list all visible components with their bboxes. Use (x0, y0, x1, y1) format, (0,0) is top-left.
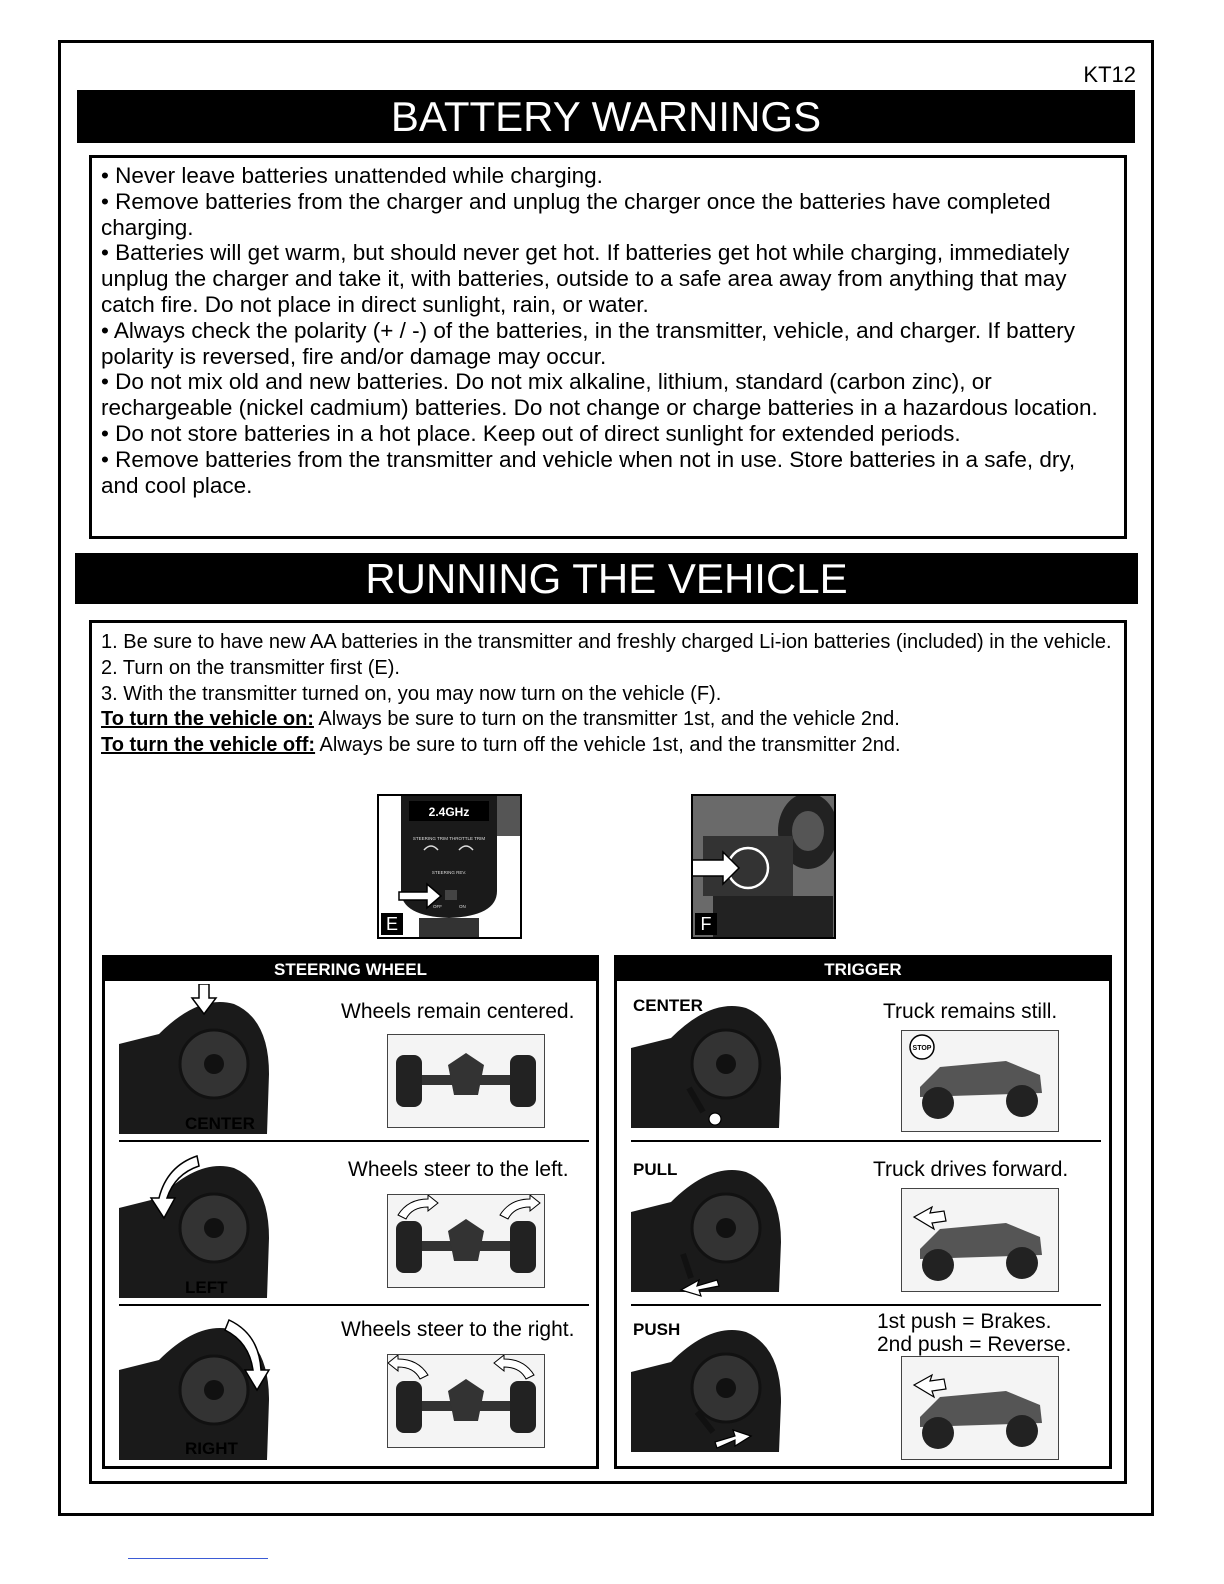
photo-tag-e: E (381, 913, 403, 935)
transmitter-wheel-icon (119, 1310, 279, 1460)
steering-rev-label: STEERING REV. (431, 870, 467, 875)
list-item: • Batteries will get warm, but should never get hot. If batteries get hot while charging, immediately unplug the charger and take it, with batteries, outside to a safe area away from anything that may catch fire. Do not place in direct sunlight, rain, or water. (101, 240, 1070, 317)
list-item: • Remove batteries from the transmitter and vehicle when not in use. Store batteries in a safe, dry, and cool place. (101, 446, 1076, 498)
switch-on-label: ON (459, 904, 466, 909)
reverse-arrow-icon (914, 1375, 946, 1397)
trigger-push-caption-1: 1st push = Brakes. (877, 1310, 1052, 1333)
trigger-center-caption: Truck remains still. (883, 1000, 1058, 1023)
truck-side-icon (902, 1031, 1058, 1131)
model-number: KT12 (1083, 62, 1136, 87)
trim-labels: STEERING TRIM THROTTLE TRIM (412, 836, 486, 841)
list-item: • Always check the polarity (+ / -) of the batteries, in the transmitter, vehicle, and charger. If battery polarity is reversed, fire and/or damage may occur. (101, 317, 1075, 369)
truck-front-photo-right (387, 1354, 545, 1448)
list-item: 3. With the transmitter turned on, you may now turn on the vehicle (F). (101, 682, 722, 705)
steering-left-label: LEFT (185, 1278, 228, 1297)
stop-sign-text: STOP (912, 1045, 932, 1052)
list-item (101, 733, 1116, 759)
trigger-pull-label: PULL (633, 1160, 678, 1179)
vehicle-switch-photo (691, 794, 836, 939)
steering-divider-2 (119, 1304, 589, 1306)
trigger-center-label: CENTER (633, 996, 703, 1015)
running-steps-list (101, 630, 1116, 759)
turn-on-text: Always be sure to turn on the transmitter 1st, and the vehicle 2nd. (313, 708, 900, 731)
steering-center-caption: Wheels remain centered. (341, 1000, 575, 1023)
list-item: • Remove batteries from the charger and unplug the charger once the batteries have completed charging. (101, 188, 1051, 240)
list-item: 1. Be sure to have new AA batteries in the transmitter and freshly charged Li-ion batteries (included) in the vehicle. (101, 631, 1112, 653)
truck-front-icon (388, 1035, 544, 1127)
list-item: • Do not store batteries in a hot place. Keep out of direct sunlight for extended periods. (101, 420, 961, 446)
battery-warnings-heading: BATTERY WARNINGS (77, 90, 1135, 143)
steering-wheel-panel (102, 955, 599, 1469)
battery-warnings-list (101, 163, 1111, 498)
truck-front-icon (388, 1195, 544, 1287)
transmitter-trigger-icon (631, 1152, 791, 1302)
photo-tag-f: F (695, 913, 717, 935)
truck-side-photo-pull (901, 1188, 1059, 1292)
steering-center-label: CENTER (185, 1114, 255, 1133)
list-item: • Never leave batteries unattended while charging. (101, 163, 603, 188)
transmitter-wheel-icon (119, 1148, 279, 1298)
steering-wheel-title: STEERING WHEEL (105, 958, 596, 981)
trigger-title: TRIGGER (617, 958, 1109, 981)
transmitter-trigger-icon (631, 988, 791, 1138)
trigger-push-caption-2: 2nd push = Reverse. (877, 1333, 1072, 1356)
transmitter-brand: 2.4GHz (428, 805, 470, 819)
transmitter-trigger-icon (631, 1312, 791, 1462)
list-item: • Do not mix old and new batteries. Do not mix alkaline, lithium, standard (carbon zinc), or rechargeable (nickel cadmium) batteries. Do not change or charge batteries in a hazardous location. (101, 369, 1098, 421)
trigger-divider-1 (631, 1140, 1101, 1142)
steering-left-caption: Wheels steer to the left. (348, 1158, 569, 1181)
trigger-push-label: PUSH (633, 1320, 681, 1339)
transmitter-photo (377, 794, 522, 939)
turn-off-text: Always be sure to turn off the vehicle 1st, and the transmitter 2nd. (315, 734, 901, 757)
truck-side-icon (902, 1357, 1058, 1459)
running-vehicle-heading: RUNNING THE VEHICLE (75, 553, 1138, 604)
truck-side-photo-center (901, 1030, 1059, 1132)
trigger-pull-caption: Truck drives forward. (873, 1158, 1069, 1181)
transmitter-wheel-icon (119, 984, 279, 1134)
trigger-divider-2 (631, 1304, 1101, 1306)
steering-right-label: RIGHT (185, 1439, 238, 1458)
truck-front-photo-center (387, 1034, 545, 1128)
forward-arrow-icon (914, 1207, 946, 1229)
truck-front-photo-left (387, 1194, 545, 1288)
list-item: 2. Turn on the transmitter first (E). (101, 656, 400, 679)
list-item (101, 707, 1116, 733)
turn-on-label: To turn the vehicle on: (101, 708, 314, 731)
trigger-panel (614, 955, 1112, 1469)
truck-side-icon (902, 1189, 1058, 1291)
truck-side-photo-push (901, 1356, 1059, 1460)
turn-off-label: To turn the vehicle off: (101, 734, 316, 757)
steering-right-caption: Wheels steer to the right. (341, 1318, 575, 1341)
steering-divider-1 (119, 1140, 589, 1142)
truck-front-icon (388, 1355, 544, 1447)
footer-rule (128, 1558, 268, 1559)
switch-off-label: OFF (433, 904, 442, 909)
